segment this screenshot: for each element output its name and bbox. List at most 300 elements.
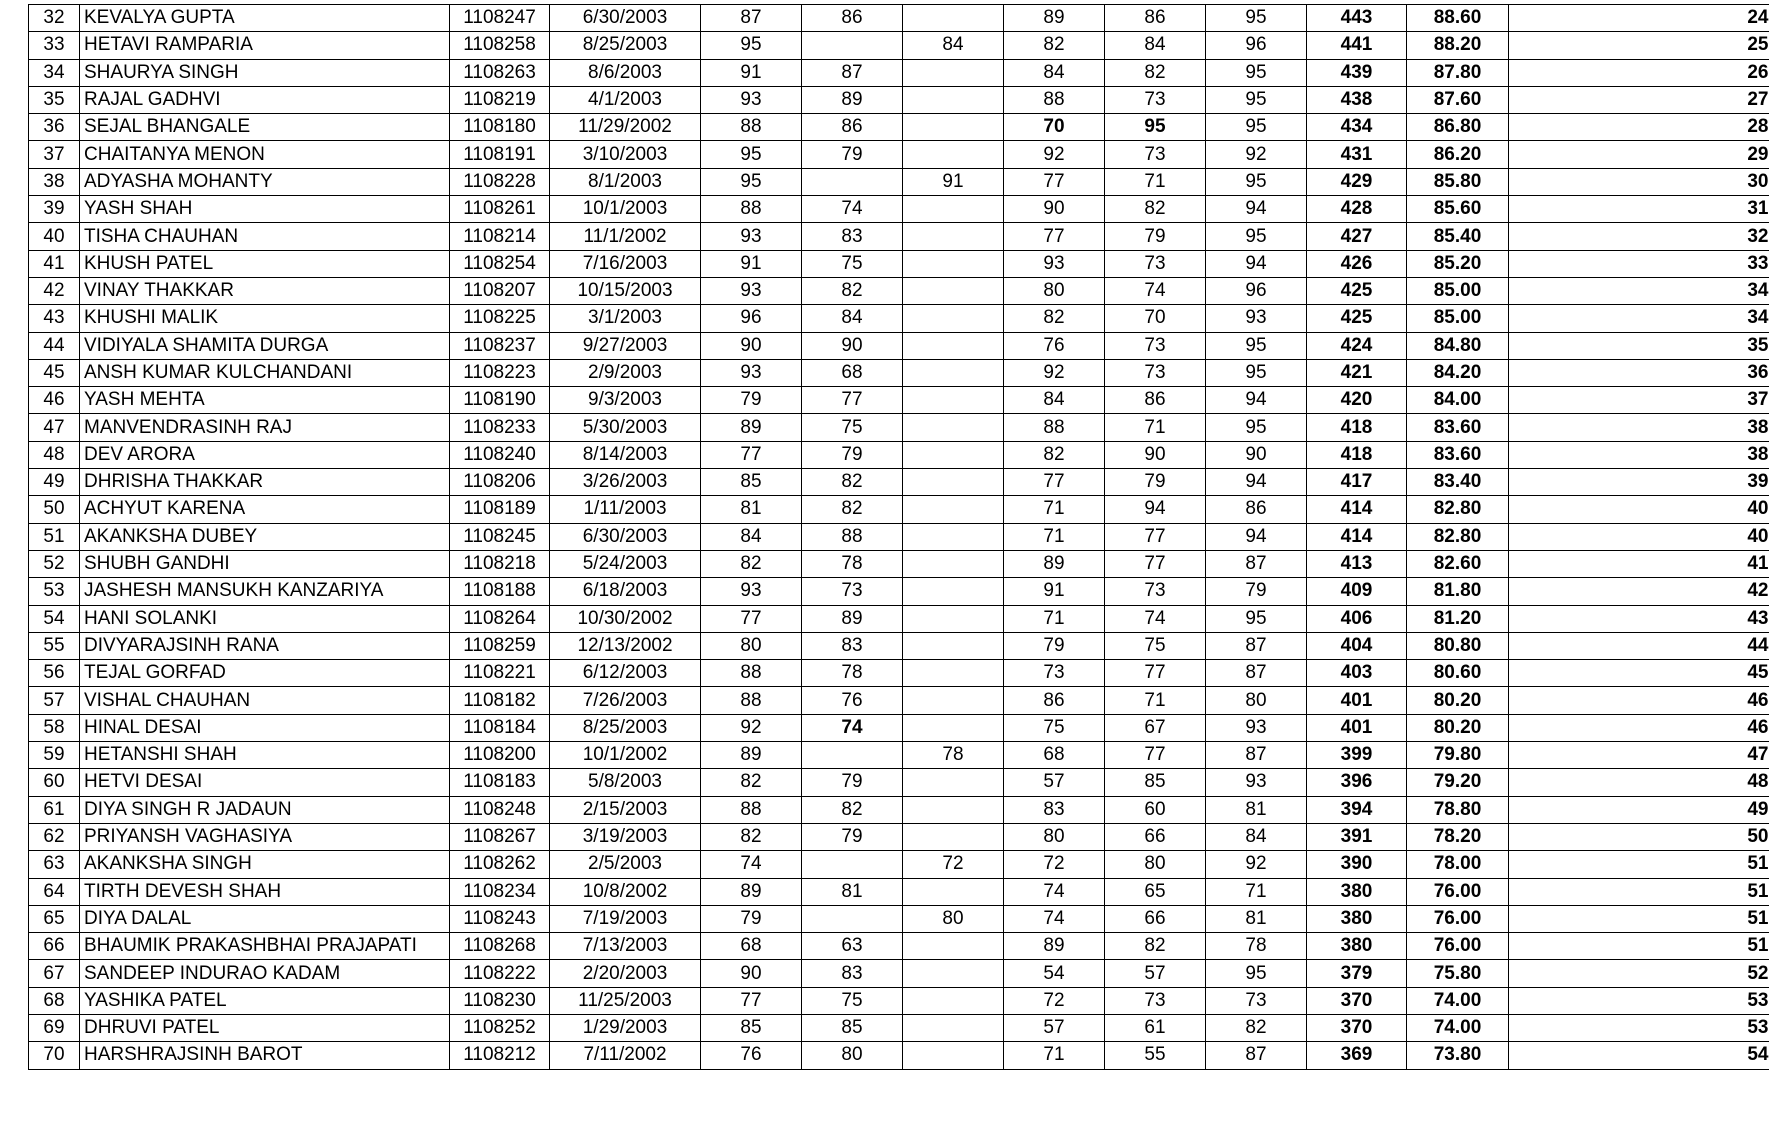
subject-6-marks-cell: 92: [1206, 141, 1307, 168]
percentage-cell: 80.20: [1407, 714, 1509, 741]
student-name-cell: SHAURYA SINGH: [80, 59, 450, 86]
rank-cell: 53: [1509, 987, 1769, 1014]
subject-5-marks-cell: 79: [1105, 223, 1206, 250]
total-marks-cell: 399: [1307, 742, 1407, 769]
subject-4-marks-cell: 90: [1004, 196, 1105, 223]
table-row: [29, 86, 1769, 113]
birth-date-cell: 9/27/2003: [550, 332, 701, 359]
table-row: [29, 687, 1769, 714]
subject-2-marks-cell: 88: [802, 523, 903, 550]
subject-2-marks-cell: 75: [802, 414, 903, 441]
subject-5-marks-cell: 85: [1105, 769, 1206, 796]
subject-2-marks-cell: 83: [802, 223, 903, 250]
subject-6-marks-cell: 87: [1206, 660, 1307, 687]
subject-6-marks-cell: 95: [1206, 332, 1307, 359]
roll-number-cell: 1108240: [450, 441, 550, 468]
subject-6-marks-cell: 95: [1206, 960, 1307, 987]
birth-date-cell: 10/8/2002: [550, 878, 701, 905]
subject-3-marks-cell: [903, 550, 1004, 577]
subject-5-marks-cell: 73: [1105, 250, 1206, 277]
subject-2-marks-cell: 82: [802, 496, 903, 523]
subject-6-marks-cell: 86: [1206, 496, 1307, 523]
roll-number-cell: 1108267: [450, 823, 550, 850]
subject-3-marks-cell: 80: [903, 905, 1004, 932]
rank-cell: 35: [1509, 332, 1769, 359]
roll-number-cell: 1108258: [450, 32, 550, 59]
subject-1-marks-cell: 95: [701, 168, 802, 195]
subject-3-marks-cell: [903, 687, 1004, 714]
roll-number-cell: 1108214: [450, 223, 550, 250]
total-marks-cell: 414: [1307, 496, 1407, 523]
subject-2-marks-cell: [802, 32, 903, 59]
table-row: [29, 441, 1769, 468]
subject-6-marks-cell: 92: [1206, 851, 1307, 878]
roll-number-cell: 1108234: [450, 878, 550, 905]
subject-4-marks-cell: 77: [1004, 223, 1105, 250]
table-row: [29, 277, 1769, 304]
birth-date-cell: 10/15/2003: [550, 277, 701, 304]
subject-4-marks-cell: 80: [1004, 277, 1105, 304]
birth-date-cell: 6/30/2003: [550, 523, 701, 550]
subject-1-marks-cell: 77: [701, 987, 802, 1014]
subject-4-marks-cell: 86: [1004, 687, 1105, 714]
table-row: [29, 905, 1769, 932]
subject-5-marks-cell: 80: [1105, 851, 1206, 878]
subject-2-marks-cell: 89: [802, 86, 903, 113]
serial-number-cell: 47: [29, 414, 80, 441]
serial-number-cell: 68: [29, 987, 80, 1014]
percentage-cell: 88.20: [1407, 32, 1509, 59]
subject-1-marks-cell: 76: [701, 1042, 802, 1069]
percentage-cell: 73.80: [1407, 1042, 1509, 1069]
percentage-cell: 78.20: [1407, 823, 1509, 850]
rank-cell: 24: [1509, 5, 1769, 32]
subject-3-marks-cell: 78: [903, 742, 1004, 769]
subject-4-marks-cell: 89: [1004, 933, 1105, 960]
student-name-cell: KHUSH PATEL: [80, 250, 450, 277]
subject-2-marks-cell: 78: [802, 660, 903, 687]
roll-number-cell: 1108264: [450, 605, 550, 632]
birth-date-cell: 6/30/2003: [550, 5, 701, 32]
serial-number-cell: 49: [29, 469, 80, 496]
subject-4-marks-cell: 76: [1004, 332, 1105, 359]
serial-number-cell: 42: [29, 277, 80, 304]
total-marks-cell: 426: [1307, 250, 1407, 277]
percentage-cell: 85.00: [1407, 305, 1509, 332]
percentage-cell: 80.20: [1407, 687, 1509, 714]
roll-number-cell: 1108230: [450, 987, 550, 1014]
subject-6-marks-cell: 95: [1206, 86, 1307, 113]
subject-4-marks-cell: 72: [1004, 851, 1105, 878]
subject-2-marks-cell: 76: [802, 687, 903, 714]
rank-cell: 37: [1509, 387, 1769, 414]
student-name-cell: ANSH KUMAR KULCHANDANI: [80, 359, 450, 386]
subject-3-marks-cell: [903, 496, 1004, 523]
subject-2-marks-cell: 87: [802, 59, 903, 86]
total-marks-cell: 406: [1307, 605, 1407, 632]
subject-4-marks-cell: 93: [1004, 250, 1105, 277]
table-row: [29, 823, 1769, 850]
serial-number-cell: 64: [29, 878, 80, 905]
total-marks-cell: 401: [1307, 714, 1407, 741]
roll-number-cell: 1108252: [450, 1014, 550, 1041]
percentage-cell: 85.40: [1407, 223, 1509, 250]
roll-number-cell: 1108212: [450, 1042, 550, 1069]
subject-3-marks-cell: [903, 441, 1004, 468]
roll-number-cell: 1108259: [450, 632, 550, 659]
birth-date-cell: 5/8/2003: [550, 769, 701, 796]
total-marks-cell: 438: [1307, 86, 1407, 113]
serial-number-cell: 69: [29, 1014, 80, 1041]
total-marks-cell: 380: [1307, 905, 1407, 932]
percentage-cell: 85.80: [1407, 168, 1509, 195]
subject-5-marks-cell: 73: [1105, 332, 1206, 359]
total-marks-cell: 380: [1307, 878, 1407, 905]
roll-number-cell: 1108245: [450, 523, 550, 550]
subject-6-marks-cell: 95: [1206, 359, 1307, 386]
subject-3-marks-cell: 84: [903, 32, 1004, 59]
student-name-cell: CHAITANYA MENON: [80, 141, 450, 168]
subject-6-marks-cell: 95: [1206, 605, 1307, 632]
birth-date-cell: 11/29/2002: [550, 114, 701, 141]
subject-2-marks-cell: 83: [802, 632, 903, 659]
subject-5-marks-cell: 55: [1105, 1042, 1206, 1069]
rank-cell: 25: [1509, 32, 1769, 59]
subject-6-marks-cell: 71: [1206, 878, 1307, 905]
birth-date-cell: 4/1/2003: [550, 86, 701, 113]
subject-1-marks-cell: 88: [701, 196, 802, 223]
table-row: [29, 414, 1769, 441]
serial-number-cell: 48: [29, 441, 80, 468]
subject-2-marks-cell: 89: [802, 605, 903, 632]
subject-4-marks-cell: 77: [1004, 469, 1105, 496]
subject-5-marks-cell: 67: [1105, 714, 1206, 741]
percentage-cell: 80.60: [1407, 660, 1509, 687]
subject-3-marks-cell: [903, 578, 1004, 605]
table-row: [29, 59, 1769, 86]
total-marks-cell: 441: [1307, 32, 1407, 59]
percentage-cell: 85.20: [1407, 250, 1509, 277]
subject-6-marks-cell: 73: [1206, 987, 1307, 1014]
rank-cell: 47: [1509, 742, 1769, 769]
birth-date-cell: 6/12/2003: [550, 660, 701, 687]
birth-date-cell: 5/30/2003: [550, 414, 701, 441]
percentage-cell: 87.80: [1407, 59, 1509, 86]
birth-date-cell: 12/13/2002: [550, 632, 701, 659]
roll-number-cell: 1108188: [450, 578, 550, 605]
total-marks-cell: 369: [1307, 1042, 1407, 1069]
student-name-cell: TIRTH DEVESH SHAH: [80, 878, 450, 905]
total-marks-cell: 401: [1307, 687, 1407, 714]
birth-date-cell: 1/11/2003: [550, 496, 701, 523]
subject-3-marks-cell: [903, 387, 1004, 414]
subject-3-marks-cell: [903, 823, 1004, 850]
subject-1-marks-cell: 85: [701, 469, 802, 496]
rank-cell: 39: [1509, 469, 1769, 496]
subject-5-marks-cell: 65: [1105, 878, 1206, 905]
birth-date-cell: 9/3/2003: [550, 387, 701, 414]
percentage-cell: 86.20: [1407, 141, 1509, 168]
table-row: [29, 223, 1769, 250]
subject-6-marks-cell: 96: [1206, 277, 1307, 304]
subject-1-marks-cell: 90: [701, 960, 802, 987]
subject-4-marks-cell: 84: [1004, 59, 1105, 86]
rank-cell: 51: [1509, 851, 1769, 878]
subject-4-marks-cell: 84: [1004, 387, 1105, 414]
subject-1-marks-cell: 82: [701, 823, 802, 850]
roll-number-cell: 1108254: [450, 250, 550, 277]
percentage-cell: 84.00: [1407, 387, 1509, 414]
percentage-cell: 86.80: [1407, 114, 1509, 141]
student-name-cell: HARSHRAJSINH BAROT: [80, 1042, 450, 1069]
subject-5-marks-cell: 73: [1105, 141, 1206, 168]
subject-6-marks-cell: 95: [1206, 223, 1307, 250]
total-marks-cell: 439: [1307, 59, 1407, 86]
serial-number-cell: 62: [29, 823, 80, 850]
subject-3-marks-cell: [903, 632, 1004, 659]
subject-3-marks-cell: [903, 196, 1004, 223]
subject-5-marks-cell: 71: [1105, 414, 1206, 441]
table-row: [29, 1014, 1769, 1041]
subject-4-marks-cell: 57: [1004, 769, 1105, 796]
serial-number-cell: 39: [29, 196, 80, 223]
birth-date-cell: 7/11/2002: [550, 1042, 701, 1069]
subject-1-marks-cell: 80: [701, 632, 802, 659]
subject-1-marks-cell: 87: [701, 5, 802, 32]
table-row: [29, 878, 1769, 905]
subject-5-marks-cell: 77: [1105, 523, 1206, 550]
subject-5-marks-cell: 71: [1105, 687, 1206, 714]
percentage-cell: 76.00: [1407, 933, 1509, 960]
subject-5-marks-cell: 82: [1105, 196, 1206, 223]
birth-date-cell: 2/20/2003: [550, 960, 701, 987]
subject-6-marks-cell: 95: [1206, 168, 1307, 195]
subject-6-marks-cell: 95: [1206, 114, 1307, 141]
table-row: [29, 632, 1769, 659]
birth-date-cell: 8/14/2003: [550, 441, 701, 468]
serial-number-cell: 58: [29, 714, 80, 741]
table-row: [29, 933, 1769, 960]
subject-6-marks-cell: 95: [1206, 414, 1307, 441]
percentage-cell: 74.00: [1407, 1014, 1509, 1041]
subject-3-marks-cell: [903, 523, 1004, 550]
roll-number-cell: 1108206: [450, 469, 550, 496]
serial-number-cell: 61: [29, 796, 80, 823]
student-name-cell: ACHYUT KARENA: [80, 496, 450, 523]
subject-5-marks-cell: 77: [1105, 550, 1206, 577]
roll-number-cell: 1108233: [450, 414, 550, 441]
table-row: [29, 496, 1769, 523]
percentage-cell: 81.80: [1407, 578, 1509, 605]
birth-date-cell: 7/19/2003: [550, 905, 701, 932]
roll-number-cell: 1108189: [450, 496, 550, 523]
subject-3-marks-cell: 72: [903, 851, 1004, 878]
birth-date-cell: 2/15/2003: [550, 796, 701, 823]
subject-4-marks-cell: 82: [1004, 305, 1105, 332]
student-name-cell: AKANKSHA DUBEY: [80, 523, 450, 550]
total-marks-cell: 425: [1307, 305, 1407, 332]
roll-number-cell: 1108248: [450, 796, 550, 823]
subject-2-marks-cell: 73: [802, 578, 903, 605]
roll-number-cell: 1108207: [450, 277, 550, 304]
subject-2-marks-cell: 74: [802, 196, 903, 223]
student-name-cell: KEVALYA GUPTA: [80, 5, 450, 32]
percentage-cell: 78.80: [1407, 796, 1509, 823]
results-table-body: [29, 5, 1769, 1070]
subject-5-marks-cell: 74: [1105, 277, 1206, 304]
subject-5-marks-cell: 66: [1105, 823, 1206, 850]
serial-number-cell: 67: [29, 960, 80, 987]
roll-number-cell: 1108222: [450, 960, 550, 987]
student-name-cell: JASHESH MANSUKH KANZARIYA: [80, 578, 450, 605]
roll-number-cell: 1108261: [450, 196, 550, 223]
subject-2-marks-cell: [802, 851, 903, 878]
subject-5-marks-cell: 70: [1105, 305, 1206, 332]
serial-number-cell: 59: [29, 742, 80, 769]
subject-2-marks-cell: 75: [802, 987, 903, 1014]
subject-5-marks-cell: 73: [1105, 578, 1206, 605]
rank-cell: 49: [1509, 796, 1769, 823]
subject-5-marks-cell: 82: [1105, 933, 1206, 960]
subject-3-marks-cell: [903, 1042, 1004, 1069]
total-marks-cell: 418: [1307, 414, 1407, 441]
subject-1-marks-cell: 82: [701, 550, 802, 577]
percentage-cell: 81.20: [1407, 605, 1509, 632]
subject-2-marks-cell: 79: [802, 769, 903, 796]
student-name-cell: YASH MEHTA: [80, 387, 450, 414]
subject-1-marks-cell: 89: [701, 878, 802, 905]
subject-3-marks-cell: [903, 223, 1004, 250]
subject-2-marks-cell: 74: [802, 714, 903, 741]
subject-2-marks-cell: 79: [802, 441, 903, 468]
subject-4-marks-cell: 83: [1004, 796, 1105, 823]
subject-6-marks-cell: 93: [1206, 305, 1307, 332]
percentage-cell: 76.00: [1407, 878, 1509, 905]
student-name-cell: HETAVI RAMPARIA: [80, 32, 450, 59]
serial-number-cell: 55: [29, 632, 80, 659]
subject-5-marks-cell: 86: [1105, 5, 1206, 32]
subject-3-marks-cell: [903, 141, 1004, 168]
subject-5-marks-cell: 73: [1105, 987, 1206, 1014]
student-name-cell: DHRUVI PATEL: [80, 1014, 450, 1041]
roll-number-cell: 1108243: [450, 905, 550, 932]
table-row: [29, 960, 1769, 987]
rank-cell: 46: [1509, 714, 1769, 741]
serial-number-cell: 57: [29, 687, 80, 714]
subject-3-marks-cell: [903, 933, 1004, 960]
birth-date-cell: 10/30/2002: [550, 605, 701, 632]
table-row: [29, 851, 1769, 878]
rank-cell: 50: [1509, 823, 1769, 850]
subject-3-marks-cell: [903, 987, 1004, 1014]
rank-cell: 41: [1509, 550, 1769, 577]
subject-2-marks-cell: 90: [802, 332, 903, 359]
total-marks-cell: 428: [1307, 196, 1407, 223]
rank-cell: 46: [1509, 687, 1769, 714]
roll-number-cell: 1108268: [450, 933, 550, 960]
birth-date-cell: 3/1/2003: [550, 305, 701, 332]
student-name-cell: YASHIKA PATEL: [80, 987, 450, 1014]
subject-4-marks-cell: 82: [1004, 32, 1105, 59]
total-marks-cell: 390: [1307, 851, 1407, 878]
subject-3-marks-cell: [903, 277, 1004, 304]
roll-number-cell: 1108263: [450, 59, 550, 86]
subject-5-marks-cell: 77: [1105, 742, 1206, 769]
subject-4-marks-cell: 92: [1004, 359, 1105, 386]
subject-1-marks-cell: 85: [701, 1014, 802, 1041]
table-row: [29, 32, 1769, 59]
student-name-cell: DIVYARAJSINH RANA: [80, 632, 450, 659]
percentage-cell: 83.40: [1407, 469, 1509, 496]
percentage-cell: 88.60: [1407, 5, 1509, 32]
total-marks-cell: 409: [1307, 578, 1407, 605]
subject-4-marks-cell: 71: [1004, 523, 1105, 550]
subject-1-marks-cell: 96: [701, 305, 802, 332]
subject-3-marks-cell: [903, 414, 1004, 441]
subject-6-marks-cell: 78: [1206, 933, 1307, 960]
roll-number-cell: 1108180: [450, 114, 550, 141]
subject-1-marks-cell: 93: [701, 578, 802, 605]
subject-6-marks-cell: 84: [1206, 823, 1307, 850]
subject-2-marks-cell: 81: [802, 878, 903, 905]
total-marks-cell: 424: [1307, 332, 1407, 359]
subject-3-marks-cell: [903, 605, 1004, 632]
percentage-cell: 83.60: [1407, 414, 1509, 441]
student-name-cell: HINAL DESAI: [80, 714, 450, 741]
subject-5-marks-cell: 82: [1105, 59, 1206, 86]
birth-date-cell: 2/9/2003: [550, 359, 701, 386]
subject-6-marks-cell: 96: [1206, 32, 1307, 59]
rank-cell: 29: [1509, 141, 1769, 168]
subject-4-marks-cell: 74: [1004, 878, 1105, 905]
subject-4-marks-cell: 91: [1004, 578, 1105, 605]
subject-3-marks-cell: [903, 878, 1004, 905]
student-name-cell: SANDEEP INDURAO KADAM: [80, 960, 450, 987]
student-name-cell: HETVI DESAI: [80, 769, 450, 796]
subject-4-marks-cell: 82: [1004, 441, 1105, 468]
subject-1-marks-cell: 89: [701, 414, 802, 441]
subject-1-marks-cell: 90: [701, 332, 802, 359]
serial-number-cell: 60: [29, 769, 80, 796]
percentage-cell: 84.20: [1407, 359, 1509, 386]
rank-cell: 51: [1509, 905, 1769, 932]
rank-cell: 28: [1509, 114, 1769, 141]
subject-5-marks-cell: 66: [1105, 905, 1206, 932]
serial-number-cell: 37: [29, 141, 80, 168]
subject-5-marks-cell: 77: [1105, 660, 1206, 687]
serial-number-cell: 45: [29, 359, 80, 386]
percentage-cell: 75.80: [1407, 960, 1509, 987]
subject-4-marks-cell: 57: [1004, 1014, 1105, 1041]
table-row: [29, 332, 1769, 359]
student-name-cell: TISHA CHAUHAN: [80, 223, 450, 250]
subject-2-marks-cell: 84: [802, 305, 903, 332]
serial-number-cell: 51: [29, 523, 80, 550]
subject-1-marks-cell: 92: [701, 714, 802, 741]
subject-1-marks-cell: 88: [701, 114, 802, 141]
rank-cell: 33: [1509, 250, 1769, 277]
subject-2-marks-cell: 82: [802, 469, 903, 496]
subject-4-marks-cell: 77: [1004, 168, 1105, 195]
total-marks-cell: 370: [1307, 987, 1407, 1014]
percentage-cell: 83.60: [1407, 441, 1509, 468]
subject-2-marks-cell: 77: [802, 387, 903, 414]
subject-6-marks-cell: 93: [1206, 769, 1307, 796]
subject-4-marks-cell: 71: [1004, 496, 1105, 523]
subject-1-marks-cell: 95: [701, 141, 802, 168]
roll-number-cell: 1108190: [450, 387, 550, 414]
subject-5-marks-cell: 86: [1105, 387, 1206, 414]
